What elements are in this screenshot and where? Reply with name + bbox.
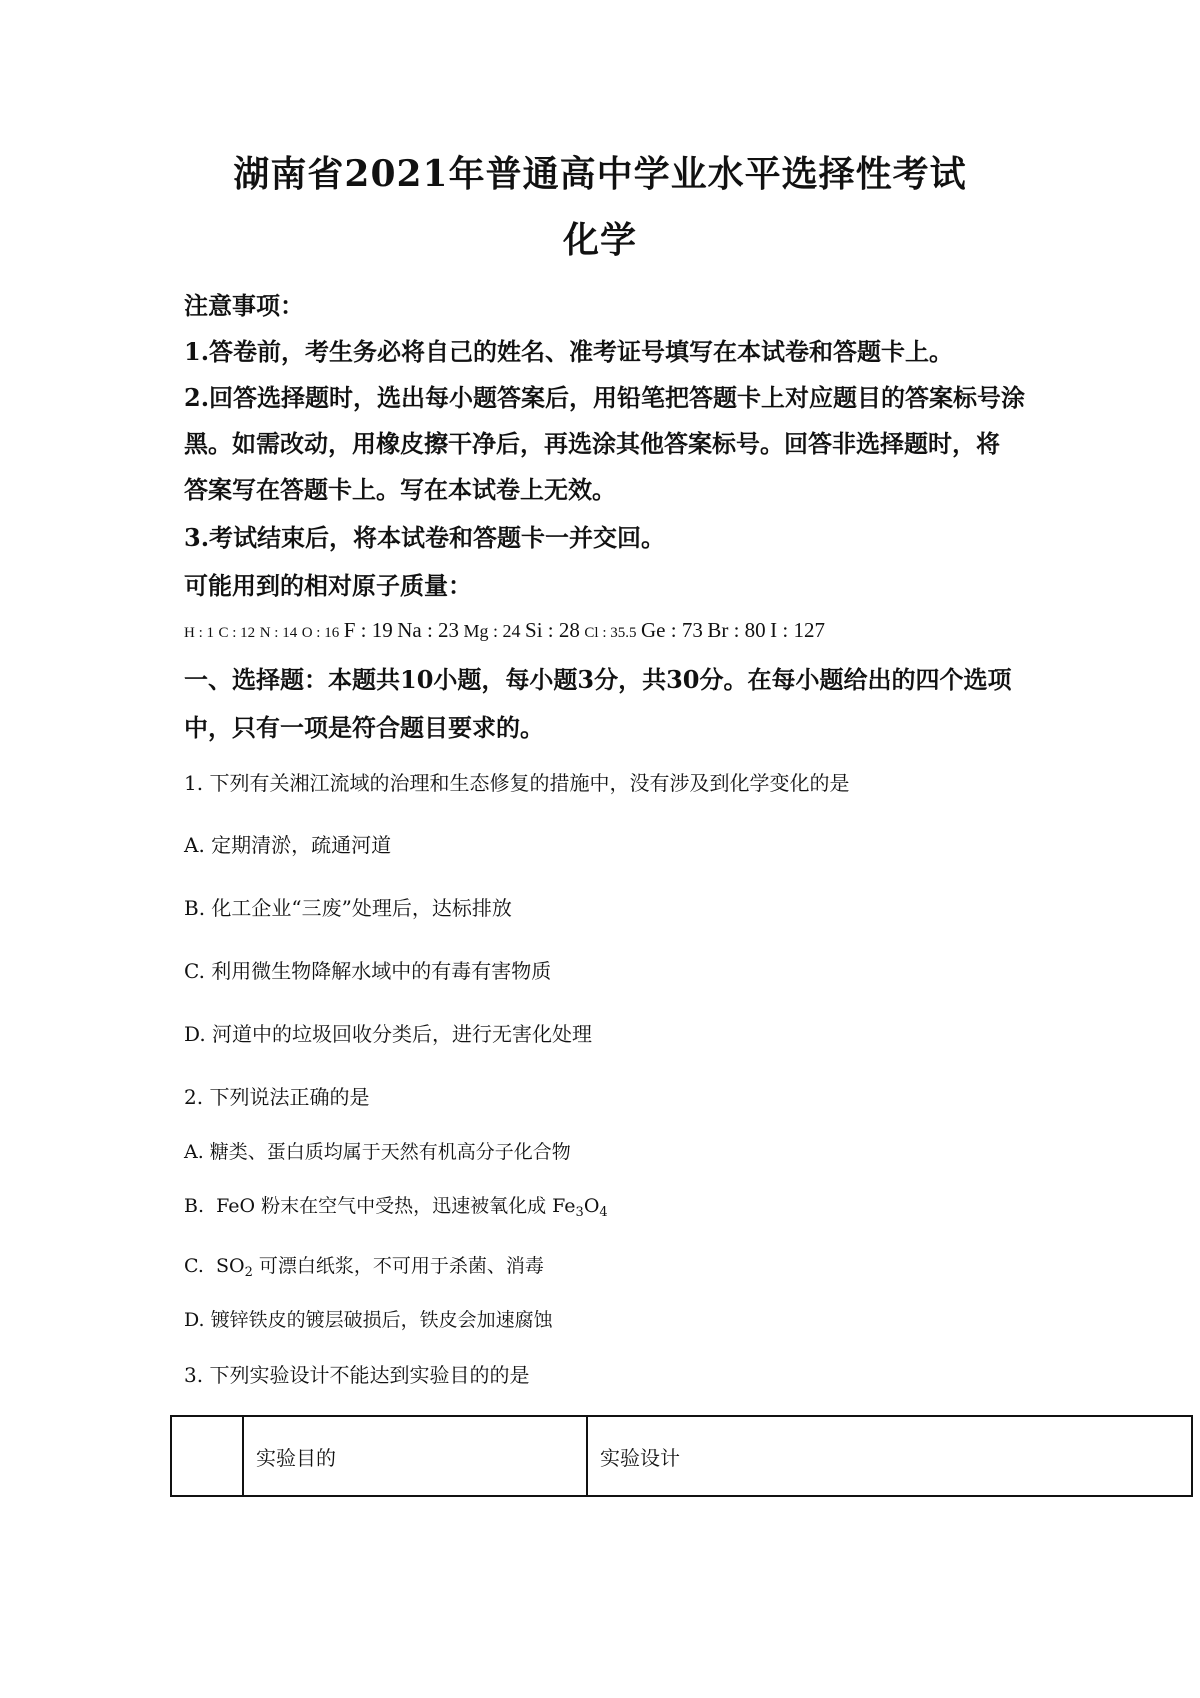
q2-option-c-so: SO <box>216 1255 245 1277</box>
q2-option-b-fe: Fe <box>552 1195 576 1217</box>
table-header-design: 实验设计 <box>587 1416 1192 1496</box>
q2-stem: 2. 下列说法正确的是 <box>184 1085 370 1109</box>
mass-i: I : 127 <box>770 618 825 642</box>
notes-item-1: 1.答卷前，考生务必将自己的姓名、准考证号填写在本试卷和答题卡上。 <box>184 337 954 366</box>
notes-item-2-line-3: 答案写在答题卡上。写在本试卷上无效。 <box>184 475 616 504</box>
q1-option-a: A. 定期清淤，疏通河道 <box>184 833 392 857</box>
q1-option-c: C. 利用微生物降解水域中的有毒有害物质 <box>184 959 552 983</box>
mass-h: H : 1 <box>184 625 214 641</box>
q2-option-c-sub2: 2 <box>244 1265 253 1280</box>
q2-option-b-sub3: 3 <box>575 1205 584 1220</box>
atomic-mass-heading: 可能用到的相对原子质量： <box>184 571 472 600</box>
q2-option-c-label: C. <box>184 1255 204 1277</box>
q2-option-b-sub4: 4 <box>599 1205 608 1220</box>
mass-f: F : 19 <box>343 618 393 642</box>
q2-option-a: A. 糖类、蛋白质均属于天然有机高分子化合物 <box>184 1141 571 1163</box>
mass-c: C : 12 <box>218 625 256 641</box>
table-header-purpose: 实验目的 <box>243 1416 587 1496</box>
notes-item-2-line-1: 2.回答选择题时，选出每小题答案后，用铅笔把答题卡上对应题目的答案标号涂 <box>184 383 1026 412</box>
subject-title: 化学 <box>562 219 637 261</box>
mass-n: N : 14 <box>259 625 298 641</box>
notes-item-3: 3.考试结束后，将本试卷和答题卡一并交回。 <box>184 523 666 552</box>
table-row <box>171 1416 1192 1496</box>
section-1-line-1: 一、选择题：本题共10小题，每小题3分，共30分。在每小题给出的四个选项 <box>184 665 1012 694</box>
notes-item-2-line-2: 黑。如需改动，用橡皮擦干净后，再选涂其他答案标号。回答非选择题时，将 <box>184 429 1000 458</box>
mass-na: Na : 23 <box>397 618 460 642</box>
q2-option-d: D. 镀锌铁皮的镀层破损后，铁皮会加速腐蚀 <box>184 1309 553 1331</box>
q2-option-b-text: FeO 粉末在空气中受热，迅速被氧化成 <box>216 1195 553 1217</box>
exam-title: 湖南省2021年普通高中学业水平选择性考试 <box>233 153 967 195</box>
q1-option-d: D. 河道中的垃圾回收分类后，进行无害化处理 <box>184 1022 593 1046</box>
mass-si: Si : 28 <box>525 618 580 642</box>
q2-option-b-o: O <box>583 1195 600 1217</box>
mass-cl: Cl : 35.5 <box>584 625 637 641</box>
section-1-line-2: 中，只有一项是符合题目要求的。 <box>184 713 544 742</box>
q2-option-c <box>184 1251 544 1280</box>
mass-ge: Ge : 73 <box>641 618 703 642</box>
q3-stem: 3. 下列实验设计不能达到实验目的的是 <box>184 1363 530 1387</box>
q1-option-b: B. 化工企业“三废”处理后，达标排放 <box>184 896 512 920</box>
q3-table <box>170 1415 1193 1497</box>
notes-heading: 注意事项： <box>184 291 304 320</box>
q2-option-b-label: B. <box>184 1195 205 1217</box>
q1-stem: 1. 下列有关湘江流域的治理和生态修复的措施中，没有涉及到化学变化的是 <box>184 771 850 795</box>
mass-o: O : 16 <box>301 625 340 641</box>
mass-mg: Mg : 24 <box>463 621 521 641</box>
q2-option-c-text: 可漂白纸浆，不可用于杀菌、消毒 <box>252 1255 544 1277</box>
table-header-index <box>171 1416 243 1496</box>
mass-br: Br : 80 <box>707 618 766 642</box>
q2-option-b <box>184 1191 608 1220</box>
atomic-mass-list <box>184 618 825 643</box>
